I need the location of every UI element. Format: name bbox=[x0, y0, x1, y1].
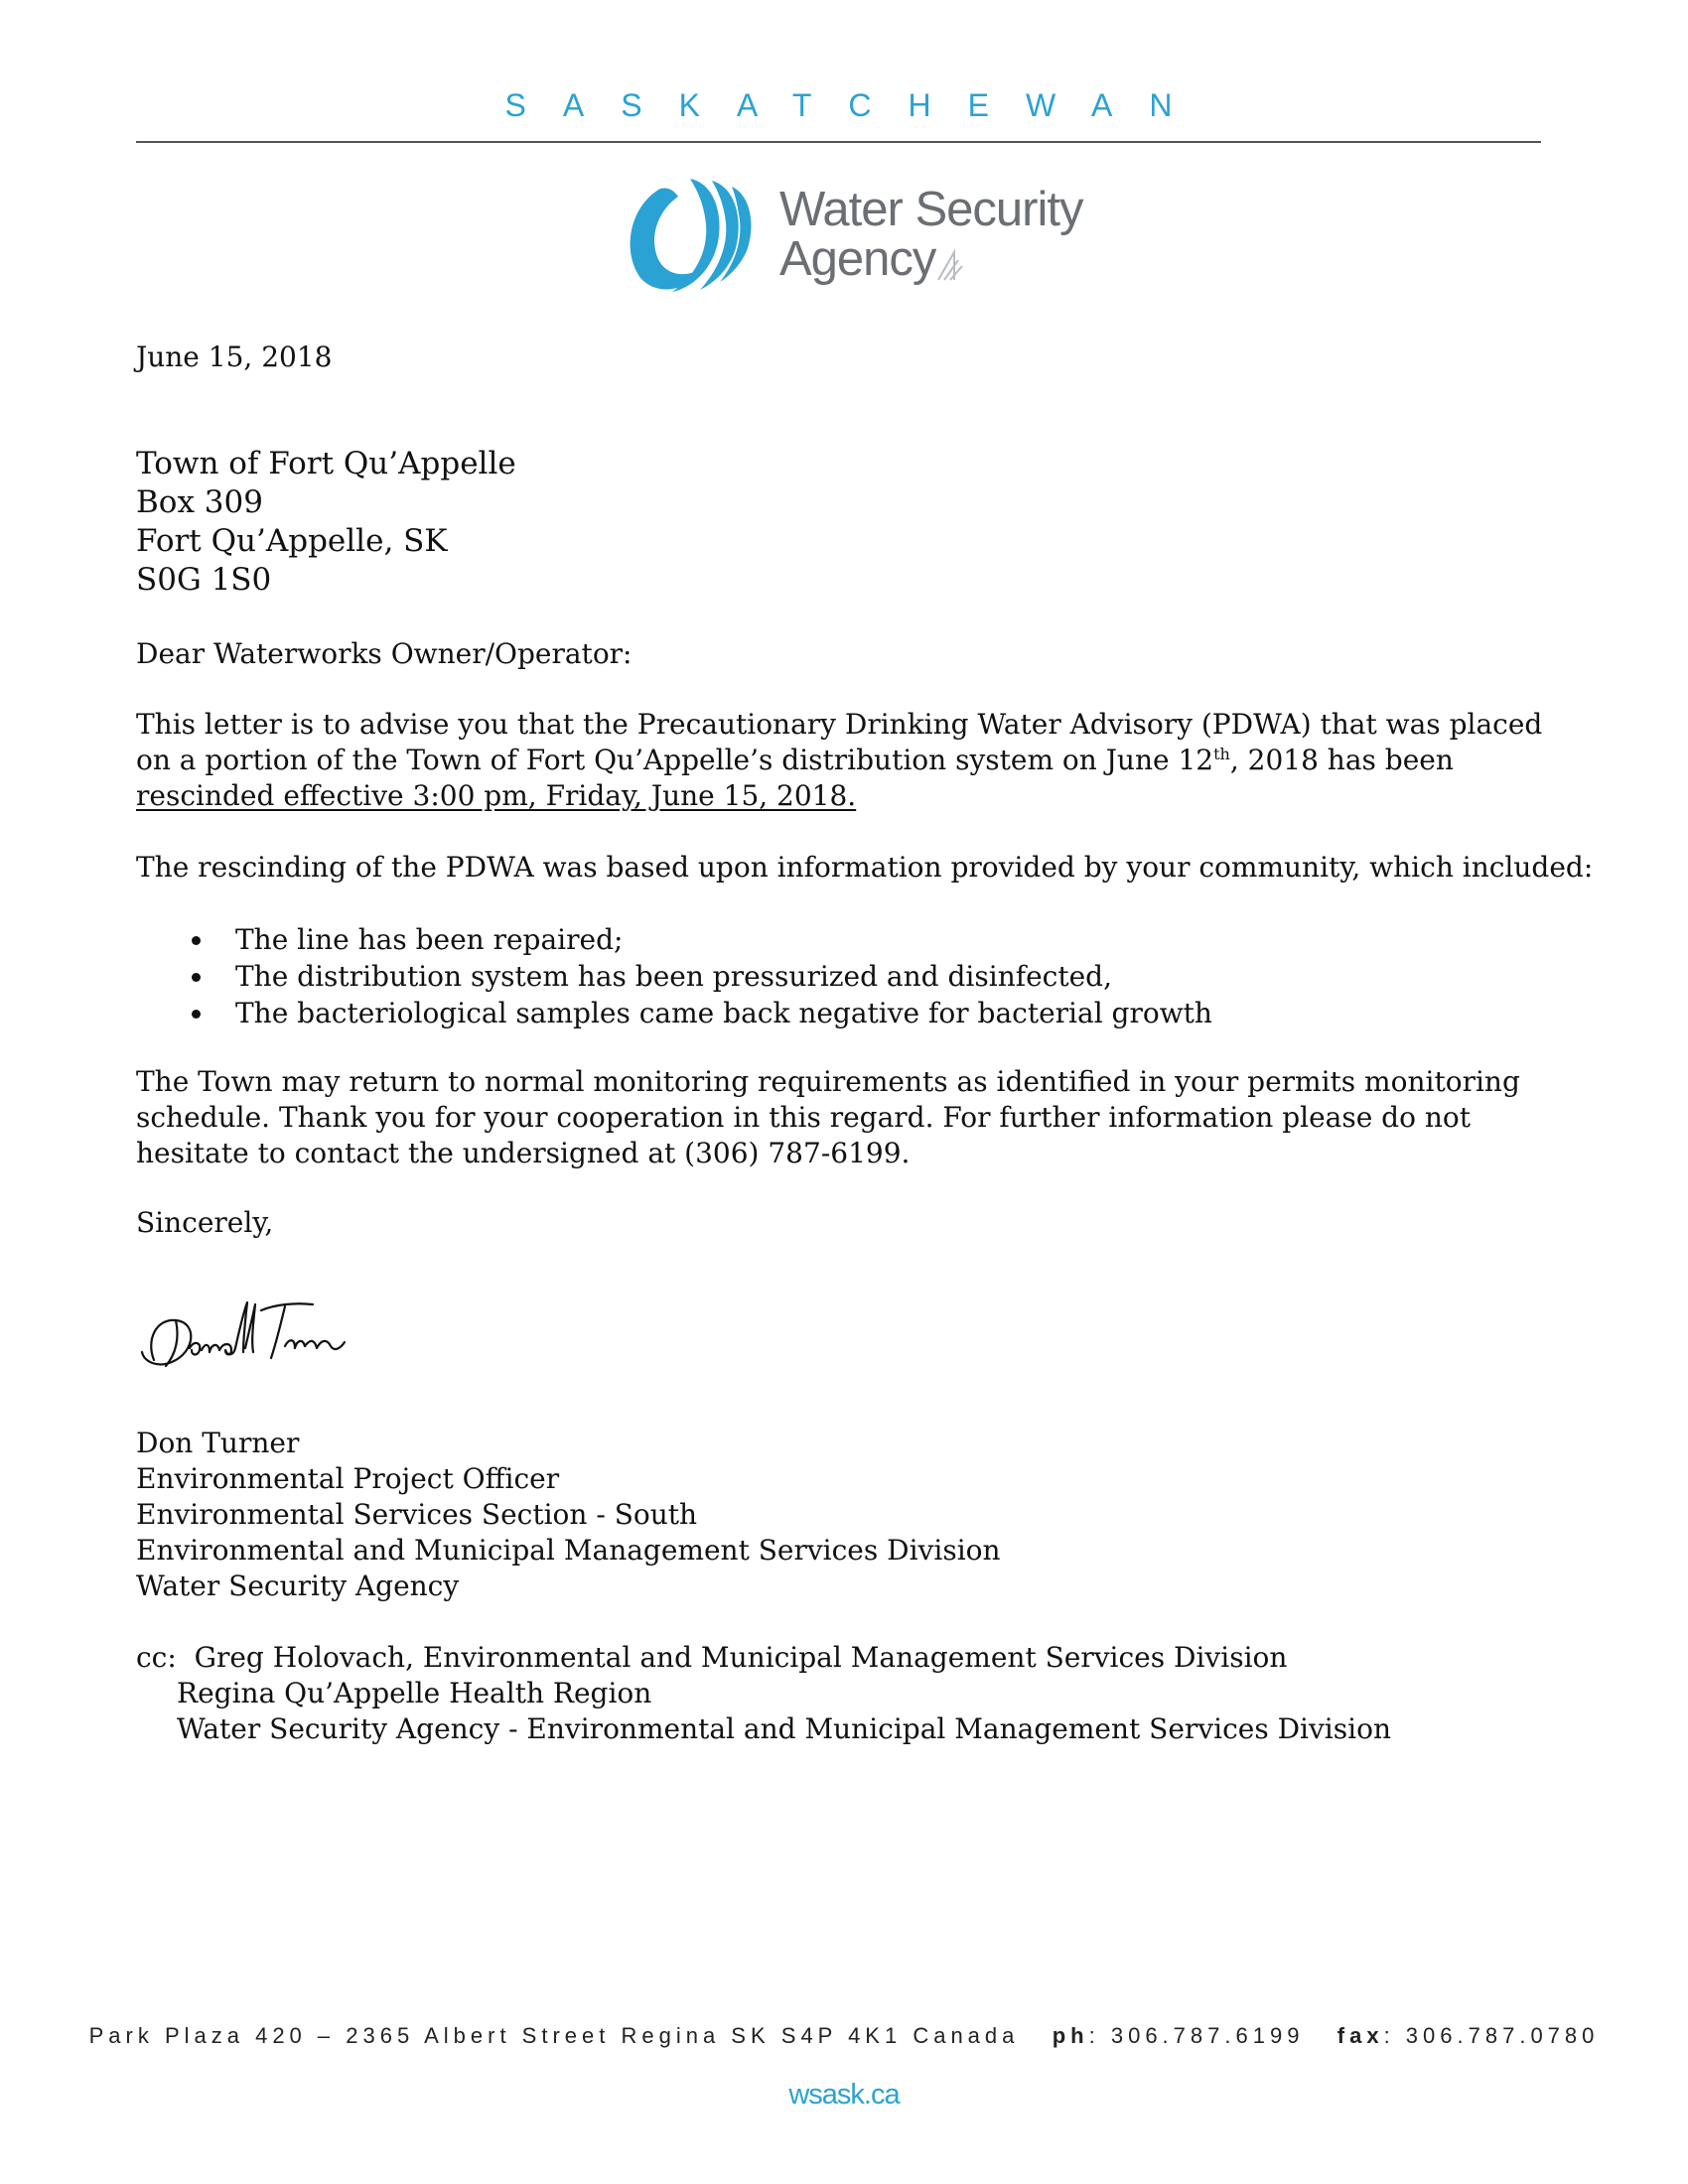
recipient-address bbox=[136, 445, 516, 600]
footer-fax-label: fax bbox=[1336, 2023, 1384, 2048]
footer-ph-label: ph bbox=[1052, 2023, 1089, 2048]
footer-website-link[interactable]: wsask.ca bbox=[788, 2079, 900, 2111]
recipient-line-3: Fort Qu’Appelle, SK bbox=[136, 523, 448, 559]
cc-label: cc: bbox=[136, 1641, 177, 1674]
paragraph-monitoring: The Town may return to normal monitoring requirements as identified in your permits monitoring schedule. Thank you for your cooperation in this regard. For further information please do not hesitate to contact the undersigned at (306) 787-6199. bbox=[136, 1065, 1520, 1169]
cc-line-1: Greg Holovach, Environmental and Municipal Management Services Division bbox=[194, 1641, 1288, 1674]
footer-address: Park Plaza 420 – 2365 Albert Street Regina SK S4P 4K1 Canada bbox=[88, 2023, 1020, 2048]
letterhead-banner: SASKATCHEWAN bbox=[504, 87, 1209, 123]
signer-block bbox=[136, 1426, 1001, 1604]
ordinal-suffix: th bbox=[1213, 745, 1230, 763]
signer-title: Environmental Project Officer bbox=[136, 1462, 560, 1495]
list-item bbox=[136, 995, 1212, 1031]
signer-name: Don Turner bbox=[136, 1427, 300, 1459]
list-item-text: The line has been repaired; bbox=[235, 923, 624, 956]
signer-division: Environmental and Municipal Management Services Division bbox=[136, 1534, 1001, 1567]
logo-line-2: Agency bbox=[779, 232, 936, 286]
recipient-line-1: Town of Fort Qu’Appelle bbox=[136, 446, 516, 481]
recipient-line-2: Box 309 bbox=[136, 484, 263, 520]
recipient-line-4: S0G 1S0 bbox=[136, 562, 272, 598]
handwritten-signature-icon bbox=[136, 1291, 394, 1380]
list-item bbox=[136, 958, 1212, 995]
paragraph-advisory-text-2: , 2018 has been bbox=[1229, 744, 1454, 776]
bullet-list bbox=[136, 921, 1212, 1031]
bullet-icon bbox=[192, 936, 201, 945]
paragraph-basis: The rescinding of the PDWA was based upon information provided by your community, which included: bbox=[136, 851, 1594, 884]
closing: Sincerely, bbox=[136, 1206, 274, 1239]
footer-ph: : 306.787.6199 bbox=[1088, 2023, 1305, 2048]
footer-contact bbox=[0, 2023, 1688, 2049]
logo-wordmark bbox=[779, 185, 1082, 284]
bullet-icon bbox=[192, 1010, 201, 1019]
logo-line-1: Water Security bbox=[779, 183, 1083, 236]
paragraph-advisory-text: This letter is to advise you that the Precautionary Drinking Water Advisory (PDWA) that was placed on a portion of the Town of Fort Qu’Appelle’s distribution system on June 12 bbox=[136, 708, 1543, 776]
letterhead-divider bbox=[136, 141, 1541, 143]
rescinded-notice: rescinded effective 3:00 pm, Friday, June 15, 2018. bbox=[136, 779, 857, 812]
salutation: Dear Waterworks Owner/Operator: bbox=[136, 637, 633, 670]
paragraph-advisory bbox=[136, 707, 1546, 814]
footer-fax: : 306.787.0780 bbox=[1383, 2023, 1600, 2048]
signer-agency: Water Security Agency bbox=[136, 1570, 460, 1602]
cc-block bbox=[136, 1640, 1391, 1747]
list-item-text: The distribution system has been pressurized and disinfected, bbox=[235, 960, 1112, 993]
signer-section: Environmental Services Section - South bbox=[136, 1498, 698, 1531]
cc-line-2: Regina Qu’Appelle Health Region bbox=[177, 1677, 652, 1709]
list-item-text: The bacteriological samples came back negative for bacterial growth bbox=[235, 997, 1212, 1029]
list-item bbox=[136, 921, 1212, 958]
bullet-icon bbox=[192, 973, 201, 982]
letter-date: June 15, 2018 bbox=[136, 341, 333, 373]
cc-line-3: Water Security Agency - Environmental and Municipal Management Services Division bbox=[177, 1712, 1391, 1745]
